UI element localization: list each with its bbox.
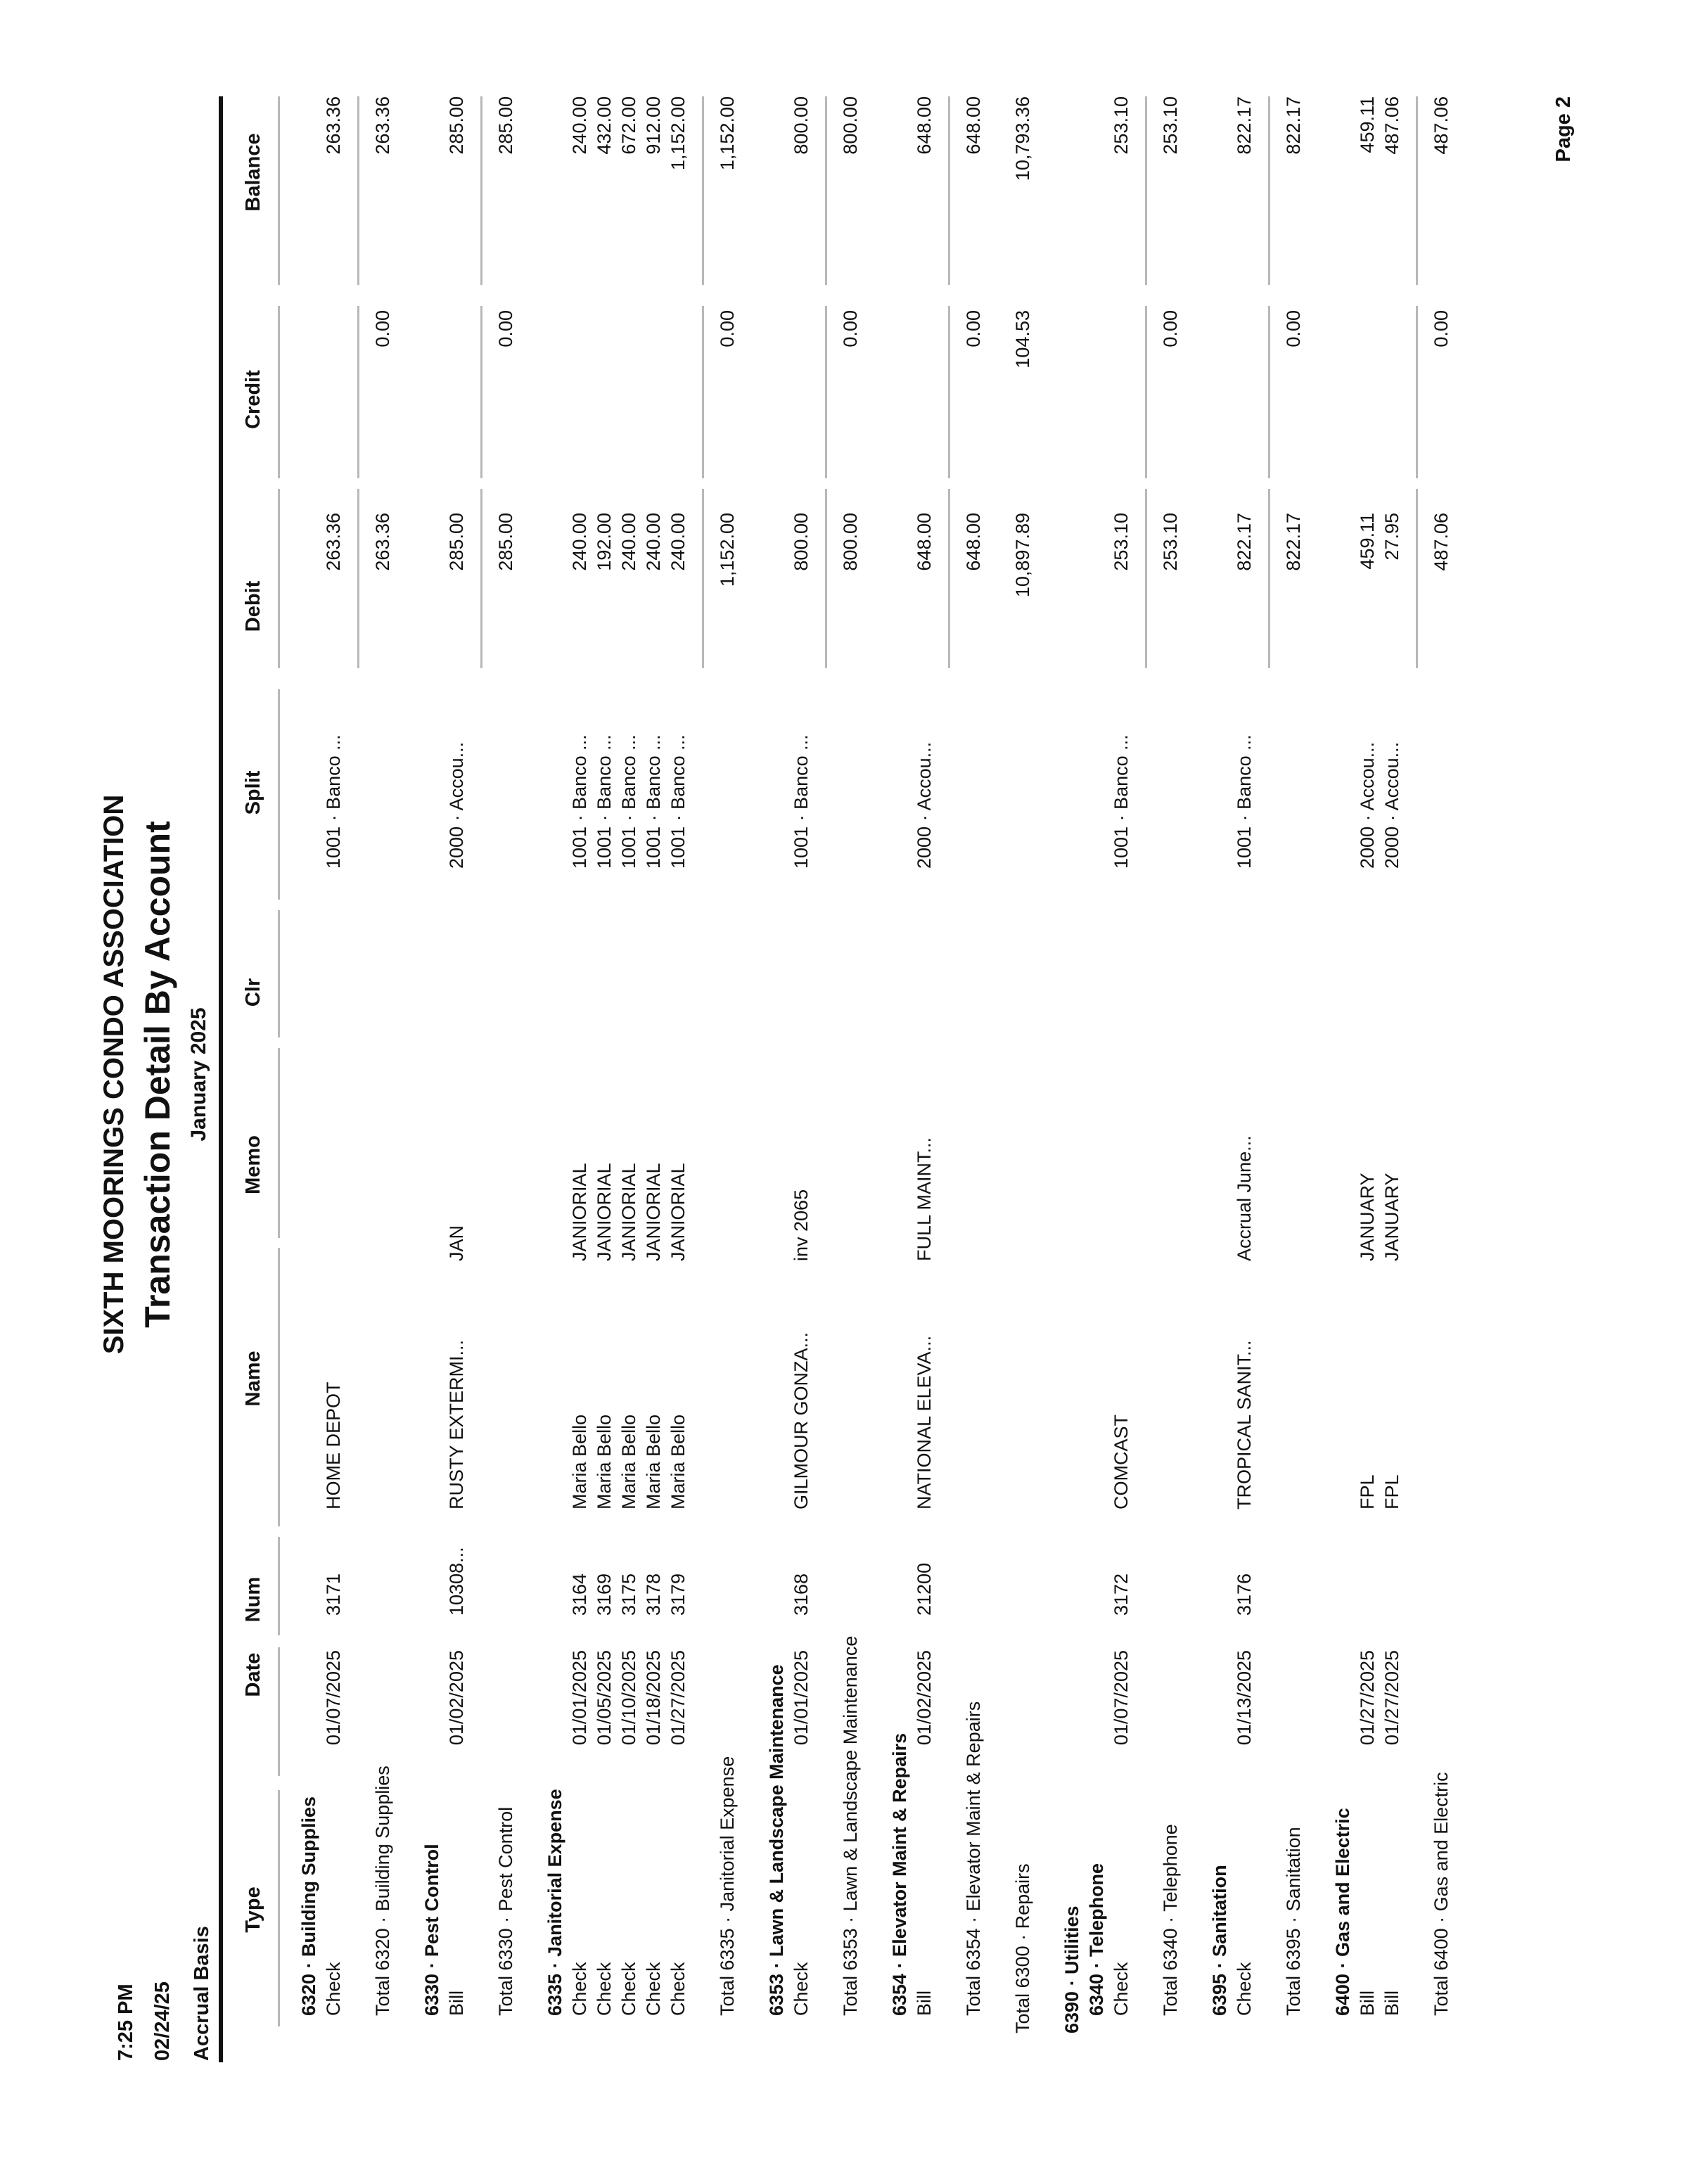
cell-debit: 459.11 (1357, 513, 1378, 570)
report-time: 7:25 PM (115, 1984, 137, 2061)
cell-type: Check (643, 1962, 664, 2016)
cell-split: 2000 · Accou... (446, 741, 467, 869)
cell-type: Check (594, 1962, 615, 2016)
cell-type: Bill (914, 1990, 935, 2016)
total-credit: 0.00 (717, 310, 738, 347)
subtotal-rule (480, 306, 482, 478)
cell-memo: JANUARY (1381, 1173, 1402, 1261)
cell-name: Maria Bello (618, 1414, 639, 1509)
account-total-row (961, 0, 986, 2184)
cell-name: Maria Bello (667, 1414, 689, 1509)
cell-balance: 800.00 (791, 96, 812, 155)
cell-type: Check (323, 1962, 344, 2016)
transaction-row (1355, 0, 1380, 2184)
transaction-row (1232, 0, 1257, 2184)
cell-type: Bill (1357, 1990, 1378, 2016)
cell-debit: 240.00 (643, 513, 664, 571)
total-balance: 487.06 (1431, 96, 1452, 155)
cell-date: 01/02/2025 (446, 1650, 467, 1746)
total-debit: 263.36 (372, 513, 393, 571)
column-header-clr: Clr (242, 978, 264, 1007)
cell-name: RUSTY EXTERMI... (446, 1339, 467, 1509)
cell-type: Check (618, 1962, 639, 2016)
transaction-row (617, 0, 641, 2184)
cell-debit: 648.00 (914, 513, 935, 571)
subtotal-rule (1416, 96, 1418, 285)
total-balance: 253.10 (1160, 96, 1181, 155)
transaction-row (666, 0, 691, 2184)
cell-debit: 240.00 (667, 513, 689, 571)
transaction-table (297, 0, 1454, 2184)
total-credit: 0.00 (372, 310, 393, 347)
cell-balance: 253.10 (1111, 96, 1132, 155)
cell-name: Maria Bello (643, 1414, 664, 1509)
total-label: Total 6300 · Repairs (1012, 1863, 1033, 2033)
transaction-row (445, 0, 469, 2184)
account-group-header (543, 0, 568, 2184)
account-name: 6353 · Lawn & Landscape Maintenance (766, 1664, 787, 2016)
cell-num: 3168 (791, 1573, 812, 1616)
cell-split: 2000 · Accou... (914, 741, 935, 869)
account-name: 6335 · Janitorial Expense (544, 1789, 565, 2016)
total-balance: 822.17 (1283, 96, 1304, 155)
total-balance: 263.36 (372, 96, 393, 155)
column-header-split: Split (242, 770, 264, 815)
cell-type: Bill (446, 1990, 467, 2016)
cell-name: FPL (1357, 1474, 1378, 1509)
account-name: 6320 · Building Supplies (298, 1796, 319, 2016)
account-total-row (1429, 0, 1454, 2184)
cell-num: 3169 (594, 1573, 615, 1616)
cell-num: 3164 (569, 1573, 590, 1616)
column-header-debit: Debit (242, 580, 264, 632)
transaction-row (789, 0, 814, 2184)
column-header-name: Name (242, 1350, 264, 1407)
total-credit: 0.00 (1160, 310, 1181, 347)
cell-debit: 253.10 (1111, 513, 1132, 571)
cell-split: 2000 · Accou... (1357, 741, 1378, 869)
cell-date: 01/27/2025 (1357, 1650, 1378, 1746)
total-debit: 253.10 (1160, 513, 1181, 571)
subtotal-rule (702, 96, 704, 285)
cell-memo: JANIORIAL (618, 1163, 639, 1261)
column-header-memo: Memo (242, 1135, 264, 1194)
column-underline (278, 489, 280, 668)
account-total-row (1158, 0, 1183, 2184)
cell-split: 1001 · Banco ... (1111, 734, 1132, 869)
subtotal-rule (1416, 306, 1418, 478)
column-underline (278, 1790, 280, 2026)
cell-split: 2000 · Accou... (1381, 741, 1402, 869)
cell-name: TROPICAL SANIT... (1234, 1340, 1255, 1509)
cell-date: 01/02/2025 (914, 1650, 935, 1746)
account-total-row (715, 0, 740, 2184)
subtotal-rule (702, 489, 704, 668)
account-group-header (1085, 0, 1109, 2184)
cell-balance: 648.00 (914, 96, 935, 155)
cell-num: 3171 (323, 1573, 344, 1616)
account-name: 6330 · Pest Control (421, 1844, 442, 2016)
account-name: 6340 · Telephone (1086, 1863, 1107, 2016)
cell-type: Check (791, 1962, 812, 2016)
cell-memo: FULL MAINT... (914, 1137, 935, 1261)
transaction-row (912, 0, 937, 2184)
cell-date: 01/10/2025 (618, 1650, 639, 1746)
cell-type: Check (1111, 1962, 1132, 2016)
cell-debit: 285.00 (446, 513, 467, 571)
total-balance: 648.00 (963, 96, 984, 155)
subtotal-rule (948, 96, 950, 285)
cell-memo: inv 2065 (791, 1189, 812, 1261)
cell-balance: 822.17 (1234, 96, 1255, 155)
total-balance: 800.00 (840, 96, 861, 155)
account-name: 6354 · Elevator Maint & Repairs (889, 1732, 910, 2016)
total-debit: 10,897.89 (1012, 513, 1033, 598)
cell-name: FPL (1381, 1474, 1402, 1509)
cell-balance: 1,152.00 (667, 96, 689, 171)
cell-split: 1001 · Banco ... (323, 734, 344, 869)
total-label: Total 6400 · Gas and Electric (1431, 1772, 1452, 2016)
account-group-header (297, 0, 321, 2184)
cell-date: 01/05/2025 (594, 1650, 615, 1746)
column-underline (278, 96, 280, 285)
account-group-header (1331, 0, 1355, 2184)
cell-split: 1001 · Banco ... (618, 734, 639, 869)
cell-split: 1001 · Banco ... (643, 734, 664, 869)
subtotal-rule (1145, 489, 1147, 668)
subtotal-rule (825, 306, 827, 478)
account-group-header (420, 0, 445, 2184)
column-underline (278, 1537, 280, 1635)
cell-balance: 263.36 (323, 96, 344, 155)
cell-type: Check (1234, 1962, 1255, 2016)
subtotal-rule (357, 306, 359, 478)
cell-name: COMCAST (1111, 1415, 1132, 1509)
total-debit: 800.00 (840, 513, 861, 571)
subtotal-rule (1268, 489, 1270, 668)
cell-num: 3175 (618, 1573, 639, 1616)
subtotal-rule (357, 489, 359, 668)
report-title: Transaction Detail By Account (138, 821, 177, 1328)
column-underline (278, 910, 280, 1037)
column-header-num: Num (242, 1576, 264, 1623)
cell-date: 01/18/2025 (643, 1650, 664, 1746)
transaction-row (321, 0, 346, 2184)
cell-split: 1001 · Banco ... (791, 734, 812, 869)
subtotal-rule (1416, 489, 1418, 668)
column-underline (278, 306, 280, 478)
cell-name: HOME DEPOT (323, 1381, 344, 1509)
total-credit: 0.00 (1431, 310, 1452, 347)
cell-balance: 487.06 (1381, 96, 1402, 155)
subtotal-rule (357, 96, 359, 285)
cell-memo: JANIORIAL (643, 1163, 664, 1261)
total-debit: 648.00 (963, 513, 984, 571)
cell-num: 3172 (1111, 1573, 1132, 1616)
subtotal-rule (1145, 306, 1147, 478)
total-label: Total 6340 · Telephone (1160, 1824, 1181, 2016)
subtotal-rule (948, 306, 950, 478)
total-label: Total 6335 · Janitorial Expense (717, 1756, 738, 2016)
cell-balance: 240.00 (569, 96, 590, 155)
cell-num: 3176 (1234, 1573, 1255, 1616)
report-date: 02/24/25 (151, 1981, 174, 2061)
cell-memo: Accrual June... (1234, 1135, 1255, 1261)
company-name: SIXTH MOORINGS CONDO ASSOCIATION (98, 794, 129, 1355)
page-number: Page 2 (1552, 96, 1575, 162)
cell-memo: JANIORIAL (594, 1163, 615, 1261)
subtotal-rule (825, 96, 827, 285)
cell-name: Maria Bello (569, 1414, 590, 1509)
cell-name: NATIONAL ELEVA... (914, 1335, 935, 1509)
cell-split: 1001 · Banco ... (569, 734, 590, 869)
transaction-row (568, 0, 592, 2184)
account-group-header (1208, 0, 1232, 2184)
total-credit: 0.00 (1283, 310, 1304, 347)
cell-type: Check (569, 1962, 590, 2016)
total-debit: 822.17 (1283, 513, 1304, 571)
total-label: Total 6354 · Elevator Maint & Repairs (963, 1701, 984, 2016)
cell-date: 01/07/2025 (323, 1650, 344, 1746)
cell-date: 01/07/2025 (1111, 1650, 1132, 1746)
transaction-row (641, 0, 666, 2184)
cell-type: Bill (1381, 1990, 1402, 2016)
cell-date: 01/13/2025 (1234, 1650, 1255, 1746)
total-credit: 0.00 (840, 310, 861, 347)
column-underline (278, 689, 280, 900)
total-balance: 1,152.00 (717, 96, 738, 171)
total-label: Total 6353 · Lawn & Landscape Maintenance (840, 1635, 861, 2016)
cell-memo: JANIORIAL (667, 1163, 689, 1261)
subtotal-rule (1268, 96, 1270, 285)
account-name: 6390 · Utilities (1061, 1905, 1082, 2033)
report-period: January 2025 (187, 1007, 210, 1142)
total-balance: 10,793.36 (1012, 96, 1033, 181)
account-total-row (838, 0, 863, 2184)
transaction-row (1380, 0, 1405, 2184)
total-debit: 487.06 (1431, 513, 1452, 571)
subtotal-rule (702, 306, 704, 478)
cell-debit: 27.95 (1381, 513, 1402, 561)
column-underline (278, 1048, 280, 1238)
cell-memo: JANIORIAL (569, 1163, 590, 1261)
subtotal-rule (1145, 96, 1147, 285)
transaction-row (592, 0, 617, 2184)
cell-debit: 263.36 (323, 513, 344, 571)
total-label: Total 6330 · Pest Control (495, 1806, 516, 2016)
account-group-header (888, 0, 912, 2184)
cell-date: 01/27/2025 (1381, 1650, 1402, 1746)
cell-date: 01/01/2025 (569, 1650, 590, 1746)
cell-balance: 459.11 (1357, 96, 1378, 153)
account-group-header (1060, 0, 1085, 2184)
total-label: Total 6320 · Building Supplies (372, 1765, 393, 2016)
cell-split: 1001 · Banco ... (667, 734, 689, 869)
total-credit: 104.53 (1012, 310, 1033, 369)
cell-name: GILMOUR GONZA... (791, 1332, 812, 1509)
cell-debit: 800.00 (791, 513, 812, 571)
header-divider (219, 96, 223, 2062)
total-credit: 0.00 (963, 310, 984, 347)
total-debit: 1,152.00 (717, 513, 738, 587)
account-total-row (371, 0, 395, 2184)
cell-balance: 432.00 (594, 96, 615, 155)
account-name: 6400 · Gas and Electric (1332, 1808, 1353, 2016)
cell-split: 1001 · Banco ... (1234, 734, 1255, 869)
cell-debit: 240.00 (569, 513, 590, 571)
total-debit: 285.00 (495, 513, 516, 571)
total-credit: 0.00 (495, 310, 516, 347)
cell-num: 10308... (446, 1547, 467, 1616)
cell-debit: 822.17 (1234, 513, 1255, 571)
cell-debit: 192.00 (594, 513, 615, 571)
column-header-type: Type (242, 1886, 264, 1933)
cell-balance: 672.00 (618, 96, 639, 155)
column-underline (278, 1647, 280, 1776)
account-name: 6395 · Sanitation (1209, 1865, 1230, 2016)
column-header-balance: Balance (242, 133, 264, 212)
subtotal-rule (480, 96, 482, 285)
cell-split: 1001 · Banco ... (594, 734, 615, 869)
cell-memo: JANUARY (1357, 1173, 1378, 1261)
subtotal-rule (480, 489, 482, 668)
total-label: Total 6395 · Sanitation (1283, 1827, 1304, 2016)
cell-name: Maria Bello (594, 1414, 615, 1509)
cell-date: 01/27/2025 (667, 1650, 689, 1746)
cell-balance: 285.00 (446, 96, 467, 155)
account-total-row (1011, 0, 1035, 2184)
report-basis: Accrual Basis (191, 1926, 213, 2061)
account-total-row (1281, 0, 1306, 2184)
cell-debit: 240.00 (618, 513, 639, 571)
cell-type: Check (667, 1962, 689, 2016)
column-header-date: Date (242, 1652, 264, 1697)
cell-memo: JAN (446, 1225, 467, 1261)
cell-date: 01/01/2025 (791, 1650, 812, 1746)
column-header-credit: Credit (242, 370, 264, 429)
cell-num: 3178 (643, 1573, 664, 1616)
account-total-row (494, 0, 518, 2184)
subtotal-rule (948, 489, 950, 668)
account-group-header (765, 0, 789, 2184)
cell-balance: 912.00 (643, 96, 664, 155)
cell-num: 3179 (667, 1573, 689, 1616)
subtotal-rule (1268, 306, 1270, 478)
cell-num: 21200 (914, 1562, 935, 1616)
subtotal-rule (825, 489, 827, 668)
column-underline (278, 1248, 280, 1526)
total-balance: 285.00 (495, 96, 516, 155)
transaction-row (1109, 0, 1134, 2184)
